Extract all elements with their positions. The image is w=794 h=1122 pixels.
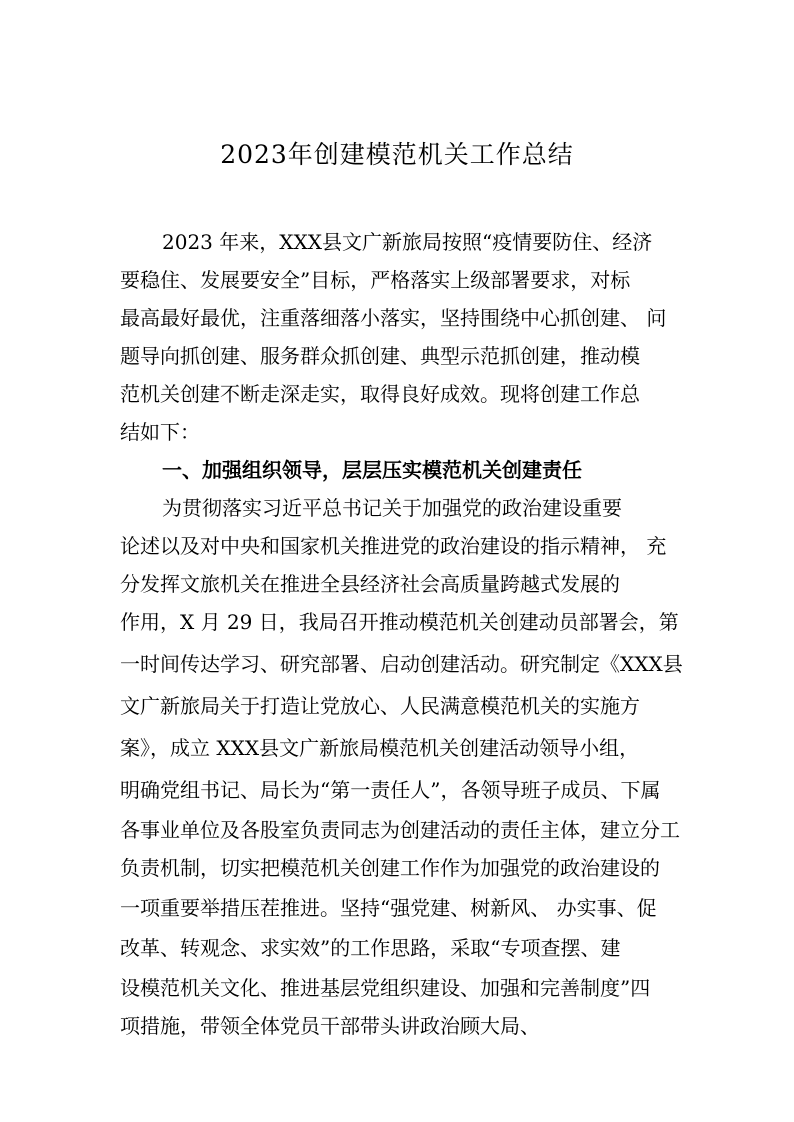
intro-line: 最高最好最优，注重落细落小落实，坚持围绕中心抓创建、 问: [120, 306, 667, 330]
intro-line: 题导向抓创建、服务群众抓创建、典型示范抓创建，推动模: [120, 344, 640, 368]
section-heading: 一、加强组织领导，层层压实模范机关创建责任: [162, 458, 582, 482]
intro-line: 要稳住、发展要安全”目标，严格落实上级部署要求，对标: [120, 268, 631, 292]
body-line: 明确党组书记、局长为“第一责任人”，各领导班子成员、下属: [120, 778, 661, 802]
body-line: 各事业单位及各股室负责同志为创建活动的责任主体，建立分工: [120, 818, 680, 842]
body-line: 改革、转观念、求实效”的工作思路，采取“专项查摆、建: [120, 936, 621, 960]
body-line: 项措施，带领全体党员干部带头讲政治顾大局、: [120, 1014, 540, 1038]
body-line: 负责机制，切实把模范机关创建工作作为加强党的政治建设的: [120, 856, 660, 880]
document-title: 2023年创建模范机关工作总结: [220, 140, 574, 169]
body-line: 一项重要举措压茬推进。坚持“强党建、树新风、 办实事、促: [120, 896, 657, 920]
body-line: 作用，X 月 29 日，我局召开推动模范机关创建动员部署会，第: [120, 610, 679, 634]
intro-line: 范机关创建不断走深走实，取得良好成效。现将创建工作总: [120, 382, 640, 406]
body-line: 论述以及对中央和国家机关推进党的政治建设的指示精神， 充: [120, 534, 667, 558]
body-line: 分发挥文旅机关在推进全县经济社会高质量跨越式发展的: [120, 572, 620, 596]
body-line: 设模范机关文化、推进基层党组织建设、加强和完善制度”四: [120, 976, 651, 1000]
body-line: 一时间传达学习、研究部署、启动创建活动。研究制定《XXX县: [120, 652, 683, 676]
body-line: 文广新旅局关于打造让党放心、人民满意模范机关的实施方: [120, 694, 640, 718]
intro-line: 结如下：: [120, 420, 200, 444]
intro-line: 2023 年来，XXX县文广新旅局按照“疫情要防住、经济: [162, 230, 653, 254]
body-line: 为贯彻落实习近平总书记关于加强党的政治建设重要: [162, 496, 622, 520]
body-line: 案》，成立 XXX县文广新旅局模范机关创建活动领导小组，: [120, 736, 640, 760]
